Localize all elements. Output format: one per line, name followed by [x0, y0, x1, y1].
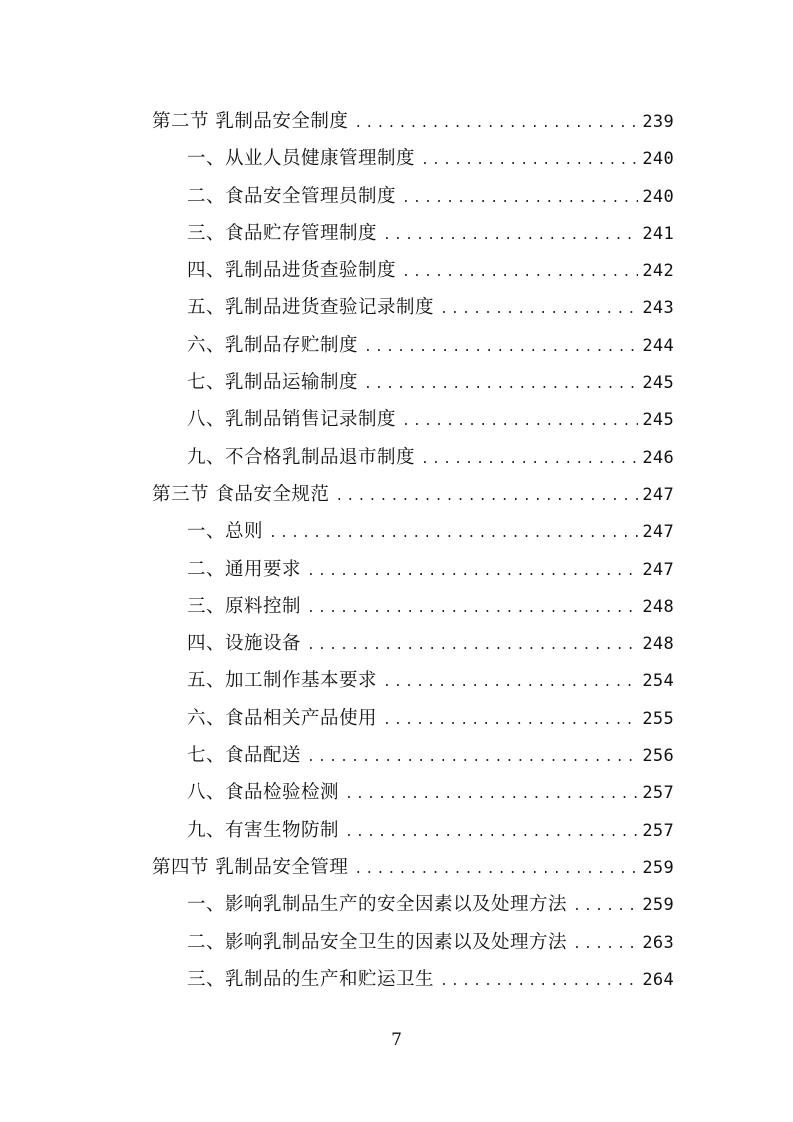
toc-entry-title: 二、食品安全管理员制度 — [187, 185, 397, 207]
toc-dot-leader — [335, 478, 638, 515]
toc-subsection-entry[interactable] — [152, 924, 674, 961]
table-of-contents — [152, 103, 674, 998]
toc-dot-leader — [421, 142, 638, 179]
toc-entry-page: 244 — [642, 335, 674, 356]
toc-entry-title: 一、从业人员健康管理制度 — [187, 148, 416, 170]
toc-entry-page: 243 — [642, 298, 674, 319]
toc-entry-title: 八、乳制品销售记录制度 — [187, 409, 397, 431]
toc-entry-page: 264 — [642, 969, 674, 990]
toc-entry-page: 242 — [642, 261, 674, 282]
toc-subsection-entry[interactable] — [152, 588, 674, 625]
toc-subsection-entry[interactable] — [152, 289, 674, 326]
toc-dot-leader — [307, 627, 638, 664]
toc-dot-leader — [364, 366, 638, 403]
toc-entry-page: 248 — [642, 634, 674, 655]
toc-entry-title: 五、加工制作基本要求 — [187, 670, 378, 692]
toc-entry-page: 245 — [642, 410, 674, 431]
toc-entry-title: 第二节 乳制品安全制度 — [152, 111, 349, 132]
toc-dot-leader — [383, 217, 638, 254]
toc-dot-leader — [421, 441, 638, 478]
page-number: 7 — [391, 1030, 402, 1050]
toc-entry-page: 255 — [642, 708, 674, 729]
toc-section-entry[interactable] — [152, 476, 674, 513]
toc-subsection-entry[interactable] — [152, 812, 674, 849]
toc-entry-page: 254 — [642, 671, 674, 692]
toc-dot-leader — [402, 403, 638, 440]
toc-subsection-entry[interactable] — [152, 178, 674, 215]
toc-dot-leader — [440, 963, 638, 1000]
toc-subsection-entry[interactable] — [152, 551, 674, 588]
toc-subsection-entry[interactable] — [152, 140, 674, 177]
toc-entry-title: 九、有害生物防制 — [187, 819, 340, 841]
toc-entry-title: 三、原料控制 — [187, 595, 302, 617]
toc-dot-leader — [402, 180, 638, 217]
toc-entry-title: 一、影响乳制品生产的安全因素以及处理方法 — [187, 894, 568, 916]
toc-entry-title: 七、乳制品运输制度 — [187, 372, 359, 394]
toc-entry-title: 四、设施设备 — [187, 633, 302, 655]
toc-subsection-entry[interactable] — [152, 737, 674, 774]
toc-entry-page: 239 — [642, 112, 674, 132]
toc-subsection-entry[interactable] — [152, 513, 674, 550]
toc-entry-title: 三、乳制品的生产和贮运卫生 — [187, 968, 435, 990]
toc-dot-leader — [383, 664, 638, 701]
toc-entry-page: 257 — [642, 783, 674, 804]
toc-dot-leader — [402, 254, 638, 291]
toc-entry-page: 259 — [642, 895, 674, 916]
toc-entry-title: 一、总则 — [187, 521, 264, 543]
toc-entry-title: 二、影响乳制品安全卫生的因素以及处理方法 — [187, 931, 568, 953]
toc-dot-leader — [345, 814, 638, 851]
toc-dot-leader — [383, 702, 638, 739]
toc-entry-title: 六、食品相关产品使用 — [187, 707, 378, 729]
toc-subsection-entry[interactable] — [152, 774, 674, 811]
toc-entry-page: 240 — [642, 186, 674, 207]
toc-entry-page: 256 — [642, 746, 674, 767]
toc-entry-title: 第四节 乳制品安全管理 — [152, 856, 349, 878]
toc-dot-leader — [573, 926, 638, 963]
toc-entry-title: 七、食品配送 — [187, 745, 302, 767]
toc-entry-title: 三、食品贮存管理制度 — [187, 222, 378, 244]
toc-entry-title: 二、通用要求 — [187, 558, 302, 580]
toc-entry-page: 247 — [642, 484, 674, 505]
toc-entry-page: 247 — [642, 522, 674, 543]
toc-section-entry[interactable] — [152, 103, 674, 140]
toc-subsection-entry[interactable] — [152, 364, 674, 401]
toc-subsection-entry[interactable] — [152, 961, 674, 998]
toc-entry-page: 248 — [642, 596, 674, 617]
toc-section-entry[interactable] — [152, 849, 674, 886]
toc-entry-title: 六、乳制品存贮制度 — [187, 334, 359, 356]
toc-entry-page: 263 — [642, 932, 674, 953]
toc-entry-page: 247 — [642, 559, 674, 580]
toc-entry-title: 八、食品检验检测 — [187, 782, 340, 804]
toc-subsection-entry[interactable] — [152, 401, 674, 438]
toc-dot-leader — [440, 291, 638, 328]
toc-dot-leader — [345, 776, 638, 813]
toc-entry-page: 241 — [642, 223, 674, 244]
toc-subsection-entry[interactable] — [152, 215, 674, 252]
toc-entry-title: 四、乳制品进货查验制度 — [187, 260, 397, 282]
toc-entry-page: 240 — [642, 149, 674, 170]
toc-dot-leader — [307, 590, 638, 627]
toc-subsection-entry[interactable] — [152, 886, 674, 923]
toc-dot-leader — [354, 105, 638, 142]
toc-subsection-entry[interactable] — [152, 252, 674, 289]
toc-subsection-entry[interactable] — [152, 662, 674, 699]
toc-subsection-entry[interactable] — [152, 327, 674, 364]
toc-dot-leader — [354, 851, 638, 888]
toc-dot-leader — [573, 888, 638, 925]
toc-entry-title: 第三节 食品安全规范 — [152, 483, 330, 505]
toc-dot-leader — [269, 515, 638, 552]
toc-entry-page: 257 — [642, 820, 674, 841]
toc-entry-page: 245 — [642, 373, 674, 394]
toc-subsection-entry[interactable] — [152, 700, 674, 737]
toc-dot-leader — [307, 739, 638, 776]
toc-dot-leader — [307, 553, 638, 590]
toc-entry-title: 九、不合格乳制品退市制度 — [187, 446, 416, 468]
toc-entry-page: 259 — [642, 857, 674, 878]
toc-entry-title: 五、乳制品进货查验记录制度 — [187, 297, 435, 319]
toc-entry-page: 246 — [642, 447, 674, 468]
toc-subsection-entry[interactable] — [152, 625, 674, 662]
toc-subsection-entry[interactable] — [152, 439, 674, 476]
toc-dot-leader — [364, 329, 638, 366]
